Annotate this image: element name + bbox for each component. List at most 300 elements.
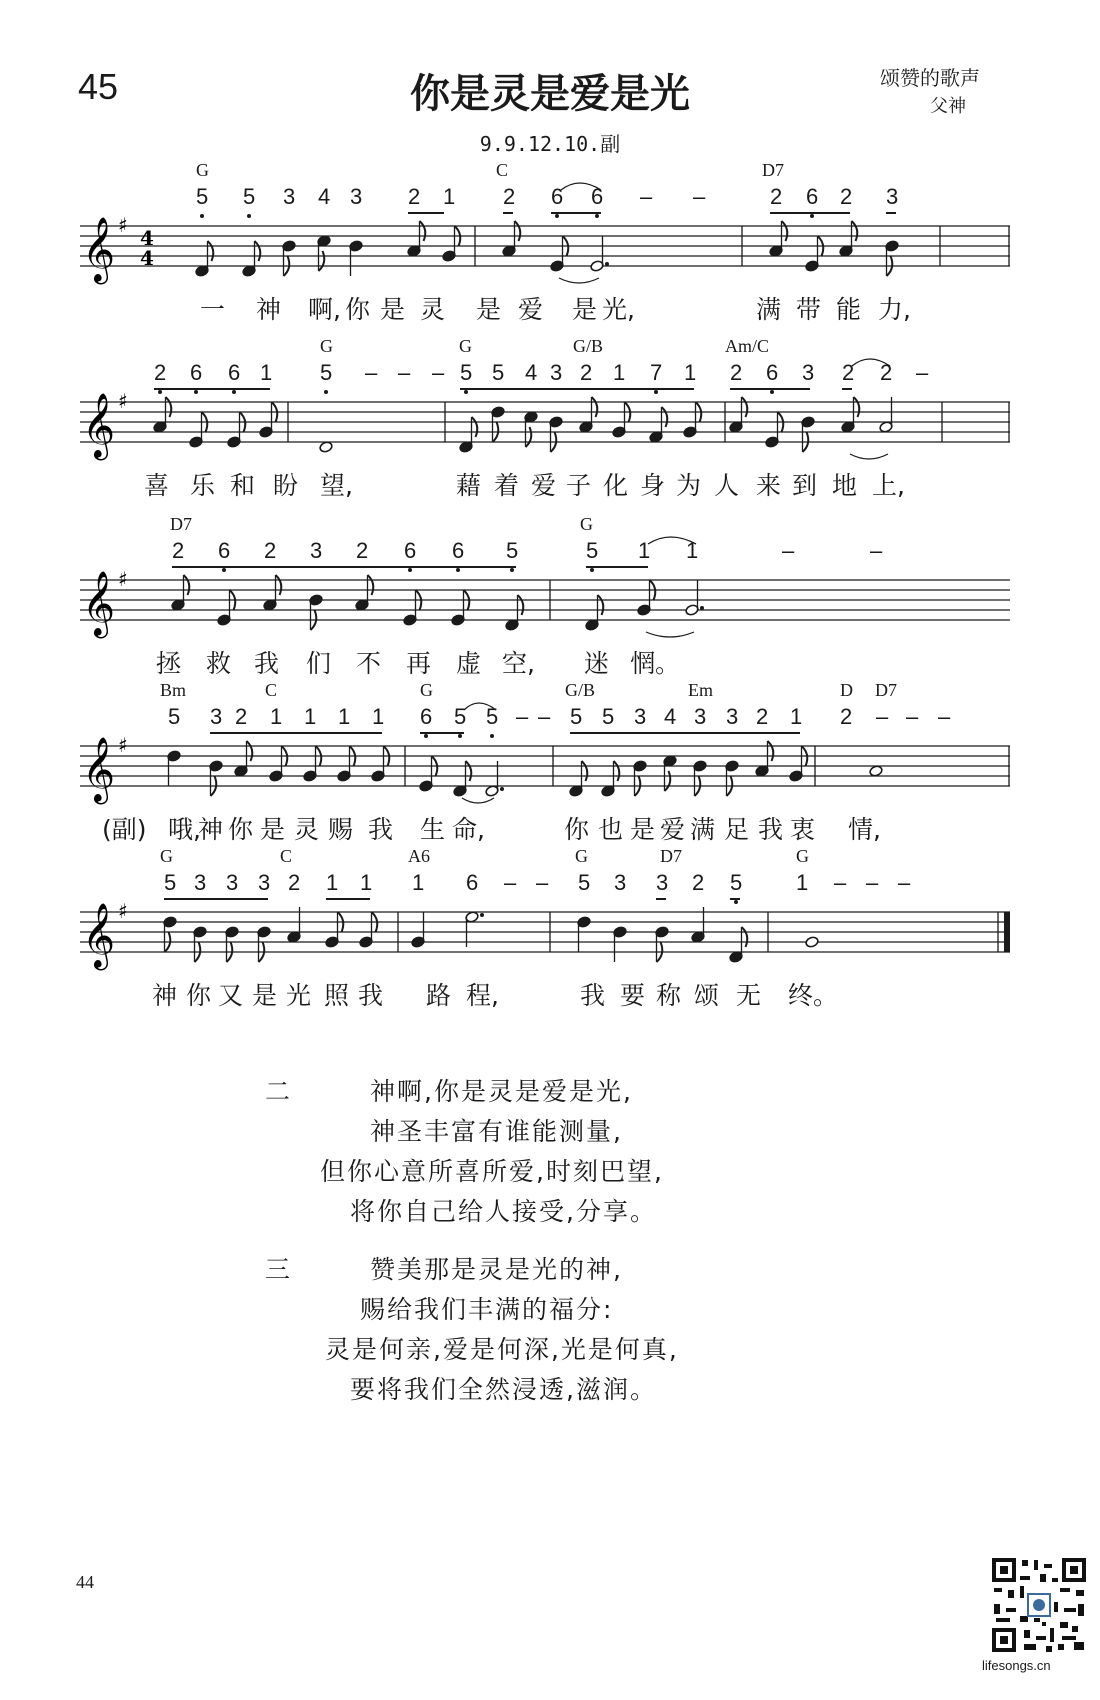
music-note: [225, 926, 239, 962]
jianpu-number: 2: [154, 360, 167, 385]
lyric-syllable: 空,: [502, 649, 535, 678]
jianpu-number: 5: [460, 360, 473, 385]
lyric-syllable: 你: [564, 815, 590, 844]
jianpu-number: 2: [356, 538, 369, 563]
jianpu-number: 5: [486, 704, 499, 729]
jianpu-beat-underline: [164, 898, 268, 900]
lyric-syllable: 来: [756, 471, 782, 500]
jianpu-number: 1: [613, 360, 626, 385]
jianpu-number: 1: [372, 704, 385, 729]
final-barline: [1004, 912, 1010, 952]
jianpu-number: –: [782, 538, 795, 563]
lyric-syllable: 望,: [320, 471, 353, 500]
jianpu-number: 3: [258, 870, 271, 895]
music-note: [269, 746, 287, 782]
chord-symbol: D7: [170, 514, 192, 534]
jianpu-number: –: [906, 704, 919, 729]
lyric-syllable: 喜: [144, 471, 170, 500]
jianpu-beat-underline: [570, 732, 800, 734]
jianpu-number: 1: [638, 538, 651, 563]
lyric-syllable: 爱: [518, 295, 544, 324]
verse-line: 灵是何亲,爱是何深,光是何真,: [325, 1335, 679, 1364]
verse-line: 但你心意所喜所爱,时刻巴望,: [320, 1157, 664, 1186]
chord-symbol: C: [265, 680, 278, 700]
jianpu-number: 1: [304, 704, 317, 729]
lyric-syllable: 虚: [456, 649, 482, 678]
jianpu-number: 3: [210, 704, 223, 729]
lyric-syllable: 是: [572, 295, 598, 324]
music-note: [217, 590, 235, 626]
jianpu-number: 4: [664, 704, 677, 729]
key-signature-sharp: ♯: [118, 899, 128, 923]
low-octave-dot: [200, 214, 204, 218]
lyric-syllable: 情,: [848, 815, 881, 844]
jianpu-number: –: [876, 704, 889, 729]
jianpu-beat-underline: [154, 388, 270, 390]
page-title: 你是灵是爱是光: [410, 71, 690, 117]
jianpu-number: 2: [580, 360, 593, 385]
jianpu-number: 1: [260, 360, 273, 385]
lyric-syllable: 到: [792, 471, 818, 500]
page-number: 44: [76, 1572, 94, 1592]
music-system: [80, 680, 1010, 844]
jianpu-number: 3: [310, 538, 323, 563]
music-note: [337, 746, 355, 782]
lyric-syllable: 力,: [878, 295, 911, 324]
jianpu-number: 2: [172, 538, 185, 563]
jianpu-number: –: [870, 538, 883, 563]
verse-number: 三: [265, 1255, 291, 1284]
lyric-syllable: 拯: [156, 649, 182, 678]
verse-line: 神啊,你是灵是爱是光,: [370, 1077, 633, 1106]
jianpu-beat-underline: [886, 212, 896, 214]
lyric-syllable: 爱: [531, 471, 557, 500]
music-note: [885, 240, 899, 276]
music-note: [209, 760, 223, 796]
treble-clef: 𝄞: [82, 903, 116, 968]
chord-symbol: D7: [762, 160, 784, 180]
music-note: [789, 746, 807, 782]
chord-symbol: G: [320, 336, 333, 356]
lyric-syllable: 照: [324, 981, 350, 1010]
jianpu-number: –: [504, 870, 517, 895]
music-system: [80, 846, 1010, 1010]
staff: [80, 899, 1010, 972]
lyric-syllable: 不: [356, 649, 382, 678]
website-url: lifesongs.cn: [982, 1658, 1051, 1673]
jianpu-number: 5: [454, 704, 467, 729]
lyric-syllable: 着: [494, 471, 520, 500]
tie-arc: [462, 798, 494, 803]
music-note: [259, 402, 277, 438]
music-system: [80, 336, 1010, 500]
low-octave-dot: [194, 390, 198, 394]
low-octave-dot: [424, 734, 428, 738]
key-signature-sharp: ♯: [118, 213, 128, 237]
verse-line: 赐给我们丰满的福分:: [360, 1295, 614, 1324]
music-note: [869, 765, 883, 777]
music-note: [303, 746, 321, 782]
jianpu-number: 1: [686, 538, 699, 563]
lyric-syllable: 我: [368, 815, 394, 844]
music-note: [451, 590, 469, 626]
jianpu-beat-underline: [730, 898, 740, 900]
jianpu-number: 4: [525, 360, 538, 385]
jianpu-number: 5: [730, 870, 743, 895]
jianpu-number: 3: [634, 704, 647, 729]
jianpu-number: –: [693, 184, 706, 209]
lyric-syllable: 无: [736, 981, 762, 1010]
lyric-syllable: 地: [832, 471, 858, 500]
low-octave-dot: [510, 568, 514, 572]
lyric-syllable: 们: [306, 649, 332, 678]
jianpu-number: 2: [288, 870, 301, 895]
jianpu-number: 2: [880, 360, 893, 385]
music-note: [167, 750, 181, 786]
jianpu-number: 6: [466, 870, 479, 895]
lyric-syllable: 颂: [694, 981, 720, 1010]
lyric-syllable: 化: [603, 471, 629, 500]
low-octave-dot: [464, 390, 468, 394]
music-system: [80, 160, 1010, 324]
music-note: [419, 756, 437, 792]
lyric-syllable: 神: [198, 815, 224, 844]
jianpu-beat-underline: [730, 388, 810, 390]
jianpu-number: 2: [264, 538, 277, 563]
jianpu-number: 6: [591, 184, 604, 209]
jianpu-number: 5: [492, 360, 505, 385]
key-signature-sharp: ♯: [118, 567, 128, 591]
lyric-syllable: 藉: [456, 471, 482, 500]
lyric-syllable: 我: [254, 649, 280, 678]
jianpu-number: 3: [194, 870, 207, 895]
chord-symbol: G: [420, 680, 433, 700]
jianpu-number: 5: [586, 538, 599, 563]
jianpu-number: –: [365, 360, 378, 385]
jianpu-number: –: [898, 870, 911, 895]
jianpu-number: –: [538, 704, 551, 729]
jianpu-number: 6: [452, 538, 465, 563]
tie-arc: [559, 278, 599, 283]
jianpu-number: 5: [320, 360, 333, 385]
lyric-syllable: 上,: [872, 471, 905, 500]
lyric-syllable: 神: [152, 981, 178, 1010]
jianpu-number: 7: [650, 360, 663, 385]
category-name: 父神: [930, 96, 966, 117]
chord-symbol: D: [840, 680, 853, 700]
lyric-syllable: 爱: [660, 815, 686, 844]
jianpu-beat-underline: [210, 732, 382, 734]
lyric-syllable: 人: [714, 471, 740, 500]
jianpu-number: –: [834, 870, 847, 895]
key-signature-sharp: ♯: [118, 389, 128, 413]
chord-symbol: G: [160, 846, 173, 866]
lyric-syllable: 光,: [602, 295, 635, 324]
jianpu-number: –: [916, 360, 929, 385]
jianpu-number: 5: [164, 870, 177, 895]
jianpu-number: 5: [506, 538, 519, 563]
music-note: [633, 760, 647, 796]
music-note: [685, 580, 704, 616]
music-note: [349, 240, 363, 276]
treble-clef: 𝄞: [82, 217, 116, 282]
time-signature-top: 4: [140, 226, 154, 250]
music-note: [590, 236, 609, 272]
jianpu-number: 2: [730, 360, 743, 385]
jianpu-number: 1: [684, 360, 697, 385]
lyric-syllable: 生: [420, 815, 446, 844]
jianpu-beat-underline: [656, 898, 666, 900]
lyric-syllable: 满: [756, 295, 782, 324]
jianpu-beat-underline: [460, 388, 694, 390]
jianpu-number: 2: [770, 184, 783, 209]
music-note: [371, 746, 389, 782]
music-note: [725, 760, 739, 796]
chord-symbol: Em: [688, 680, 713, 700]
low-octave-dot: [158, 390, 162, 394]
low-octave-dot: [734, 900, 738, 904]
treble-clef: 𝄞: [82, 737, 116, 802]
music-note: [282, 240, 296, 276]
qr-code-image: [990, 1556, 1088, 1654]
key-signature-sharp: ♯: [118, 733, 128, 757]
tie-arc: [850, 454, 888, 459]
jianpu-number: 5: [602, 704, 615, 729]
verse-line: 将你自己给人接受,分享。: [350, 1197, 657, 1226]
chord-symbol: G: [580, 514, 593, 534]
jianpu-number: 6: [404, 538, 417, 563]
jianpu-beat-underline: [172, 566, 516, 568]
lyric-syllable: 子: [566, 471, 592, 500]
chord-symbol: D7: [875, 680, 897, 700]
lyric-syllable: 和: [230, 471, 256, 500]
jianpu-number: –: [536, 870, 549, 895]
lyric-syllable: 灵: [294, 815, 320, 844]
music-note: [325, 912, 343, 948]
music-note: [805, 936, 819, 948]
music-note: [359, 912, 377, 948]
jianpu-number: 5: [168, 704, 181, 729]
jianpu-number: 3: [656, 870, 669, 895]
music-note: [403, 590, 421, 626]
music-note: [801, 416, 815, 452]
jianpu-number: 2: [840, 704, 853, 729]
lyric-syllable: 也: [598, 815, 624, 844]
lyric-syllable: 惘。: [630, 649, 681, 678]
low-octave-dot: [222, 568, 226, 572]
music-note: [309, 594, 323, 630]
low-octave-dot: [456, 568, 460, 572]
chord-symbol: G/B: [565, 680, 596, 700]
lyric-syllable: 光: [286, 981, 312, 1010]
jianpu-number: 5: [243, 184, 256, 209]
jianpu-number: 2: [756, 704, 769, 729]
jianpu-number: 3: [726, 704, 739, 729]
lyric-syllable: 神: [256, 295, 282, 324]
jianpu-number: 1: [360, 870, 373, 895]
lyric-syllable: 一: [200, 295, 226, 324]
lyric-syllable: 要: [620, 981, 646, 1010]
chord-symbol: C: [496, 160, 509, 180]
music-note: [550, 236, 568, 272]
chord-symbol: G: [459, 336, 472, 356]
music-note: [765, 412, 783, 448]
lyric-syllable: 哦,: [168, 815, 201, 844]
music-note: [442, 226, 460, 262]
jianpu-number: 1: [326, 870, 339, 895]
jianpu-number: 1: [338, 704, 351, 729]
staff: [80, 733, 1010, 806]
lyric-syllable: 我: [580, 981, 606, 1010]
lyric-syllable: 是: [260, 815, 286, 844]
music-note: [577, 916, 591, 952]
jianpu-number: 6: [551, 184, 564, 209]
music-note: [163, 916, 177, 952]
music-note: [491, 406, 505, 442]
low-octave-dot: [490, 734, 494, 738]
jianpu-beat-underline: [551, 212, 601, 214]
chord-symbol: A6: [408, 846, 430, 866]
verse-line: 神圣丰富有谁能测量,: [370, 1117, 623, 1146]
music-system: [80, 514, 1010, 678]
chord-symbol: Bm: [160, 680, 187, 700]
jianpu-number: 3: [550, 360, 563, 385]
low-octave-dot: [247, 214, 251, 218]
staff: [80, 567, 1010, 640]
lyric-syllable: 救: [206, 649, 232, 678]
jianpu-number: –: [640, 184, 653, 209]
lyric-syllable: 啊,: [308, 295, 341, 324]
lyric-syllable: 命,: [452, 815, 485, 844]
jianpu-number: –: [866, 870, 879, 895]
low-octave-dot: [810, 214, 814, 218]
chord-symbol: Am/C: [725, 336, 770, 356]
lyric-syllable: 衷: [790, 815, 816, 844]
lyric-syllable: 你: [228, 815, 254, 844]
chord-symbol: D7: [660, 846, 682, 866]
jianpu-number: 1: [796, 870, 809, 895]
jianpu-number: 6: [228, 360, 241, 385]
jianpu-number: –: [432, 360, 445, 385]
jianpu-number: 2: [840, 184, 853, 209]
jianpu-number: 3: [886, 184, 899, 209]
jianpu-beat-underline: [408, 212, 444, 214]
jianpu-beat-underline: [842, 388, 852, 390]
verse-line: 要将我们全然浸透,滋润。: [350, 1375, 657, 1404]
music-note: [637, 580, 655, 616]
jianpu-number: 3: [283, 184, 296, 209]
lyric-syllable: 我: [358, 981, 384, 1010]
low-octave-dot: [595, 214, 599, 218]
jianpu-number: 2: [692, 870, 705, 895]
lyric-syllable: 程,: [466, 981, 499, 1010]
jianpu-number: –: [516, 704, 529, 729]
lyric-syllable: 足: [724, 815, 750, 844]
jianpu-number: 1: [270, 704, 283, 729]
time-signature-bottom: 4: [140, 246, 154, 270]
jianpu-number: 4: [318, 184, 331, 209]
jianpu-number: 6: [190, 360, 203, 385]
music-note: [613, 926, 627, 962]
lyric-syllable: 能: [836, 295, 862, 324]
lyric-syllable: 乐: [190, 471, 216, 500]
jianpu-number: 2: [235, 704, 248, 729]
low-octave-dot: [590, 568, 594, 572]
jianpu-number: 6: [420, 704, 433, 729]
jianpu-number: 1: [412, 870, 425, 895]
jianpu-number: 5: [570, 704, 583, 729]
hymn-number: 45: [78, 66, 119, 107]
music-note: [805, 236, 823, 272]
jianpu-number: 1: [790, 704, 803, 729]
treble-clef: 𝄞: [82, 393, 116, 458]
music-note: [612, 402, 630, 438]
jianpu-number: 3: [614, 870, 627, 895]
lyric-syllable: 再: [406, 649, 432, 678]
jianpu-number: 2: [408, 184, 421, 209]
jianpu-number: 3: [802, 360, 815, 385]
music-note: [683, 402, 701, 438]
lyric-syllable: 赐: [328, 815, 354, 844]
jianpu-number: –: [398, 360, 411, 385]
music-note: [693, 760, 707, 796]
jianpu-number: 2: [842, 360, 855, 385]
lyric-syllable: 你: [186, 981, 212, 1010]
jianpu-beat-underline: [326, 898, 370, 900]
music-note: [411, 912, 425, 948]
jianpu-number: 5: [196, 184, 209, 209]
music-note: [549, 416, 563, 452]
lyric-syllable: 是: [380, 295, 406, 324]
low-octave-dot: [770, 390, 774, 394]
verse-number: 二: [265, 1077, 291, 1106]
lyric-syllable: (副): [102, 815, 147, 844]
treble-clef: 𝄞: [82, 571, 116, 636]
lyric-syllable: 我: [758, 815, 784, 844]
chord-symbol: G: [575, 846, 588, 866]
staff: [80, 213, 1010, 286]
lyric-syllable: 迷: [584, 649, 610, 678]
lyric-syllable: 是: [630, 815, 656, 844]
jianpu-beat-underline: [586, 566, 648, 568]
chord-symbol: G: [796, 846, 809, 866]
lyric-syllable: 终。: [788, 981, 839, 1010]
lyric-syllable: 称: [656, 981, 682, 1010]
meter: 9.9.12.10.副: [479, 132, 621, 156]
collection-name: 颂赞的歌声: [880, 66, 980, 90]
low-octave-dot: [555, 214, 559, 218]
lyric-syllable: 带: [796, 295, 822, 324]
low-octave-dot: [408, 568, 412, 572]
lyric-syllable: 灵: [420, 295, 446, 324]
lyric-syllable: 又: [218, 981, 244, 1010]
jianpu-number: 5: [578, 870, 591, 895]
low-octave-dot: [458, 734, 462, 738]
lyric-syllable: 你: [345, 295, 371, 324]
chord-symbol: C: [280, 846, 293, 866]
music-note: [257, 926, 271, 962]
jianpu-beat-underline: [770, 212, 850, 214]
jianpu-number: 6: [766, 360, 779, 385]
music-note: [193, 926, 207, 962]
lyric-syllable: 盼: [273, 471, 299, 500]
jianpu-number: –: [938, 704, 951, 729]
music-note: [189, 412, 207, 448]
staff: [80, 389, 1010, 462]
verse-line: 赞美那是灵是光的神,: [370, 1255, 623, 1284]
lyric-syllable: 身: [640, 471, 666, 500]
jianpu-number: 2: [503, 184, 516, 209]
